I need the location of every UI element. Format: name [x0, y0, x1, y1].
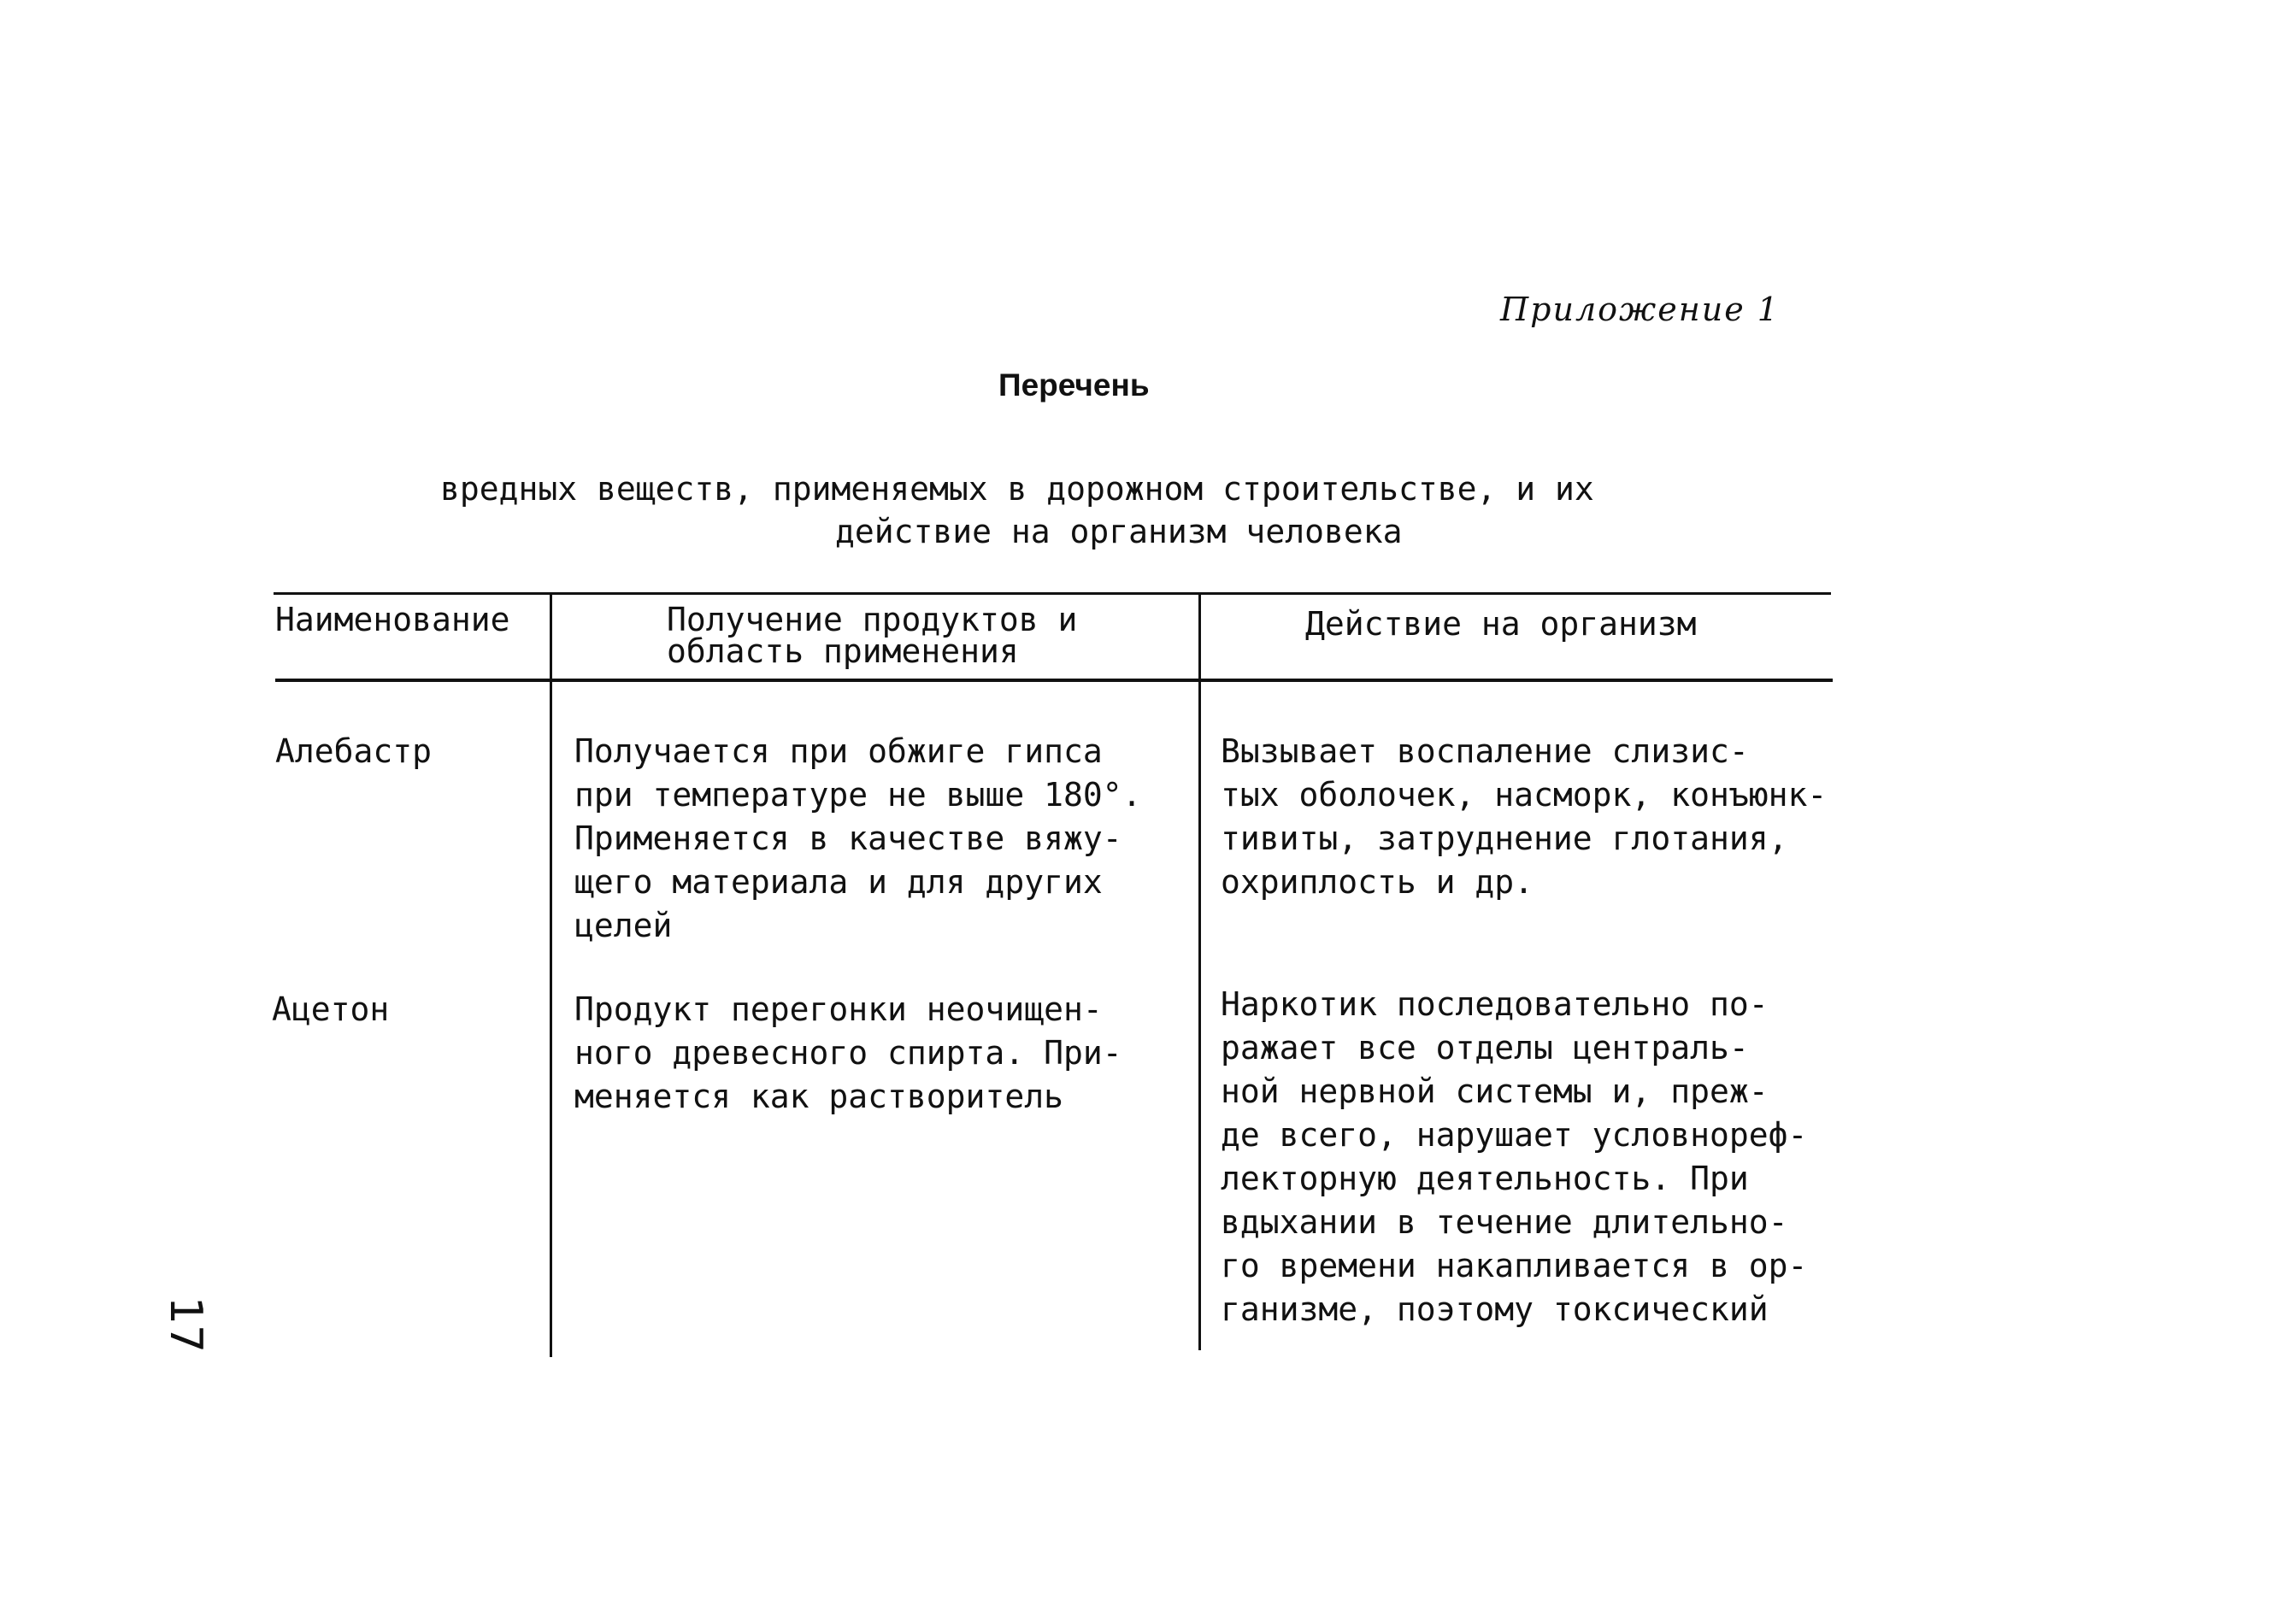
column-header-effect: Действие на организм — [1305, 605, 1697, 643]
row-production: Получается при обжиге гипса при температуре не выше 180°. Применяется в качестве вяжу- щего материала и для других целей — [574, 732, 1142, 944]
row-name: Ацетон — [272, 990, 390, 1028]
row-production: Продукт перегонки неочищен- ного древесного спирта. При- меняется как растворитель — [574, 990, 1122, 1115]
document-subtitle-line-2: действие на организм человека — [835, 513, 1403, 550]
column-header-name: Наименование — [275, 601, 510, 638]
column-header-production: Получение продуктов и область применения — [667, 601, 1078, 670]
page-number: 17 — [160, 1296, 212, 1354]
table-column-divider-1 — [550, 594, 552, 1357]
document-subtitle-line-1: вредных веществ, применяемых в дорожном строительстве, и их — [440, 470, 1594, 508]
table-header-bottom-rule — [275, 679, 1833, 682]
table-column-divider-2 — [1198, 594, 1201, 1350]
document-title: Перечень — [998, 367, 1150, 403]
appendix-label: Приложение 1 — [1500, 291, 1780, 328]
table-top-rule — [274, 592, 1831, 595]
row-effect: Вызывает воспаление слизис- тых оболочек, насморк, конъюнк- тивиты, затруднение глотания, охриплость и др. — [1221, 732, 1828, 901]
row-name: Алебастр — [275, 732, 433, 770]
row-effect: Наркотик последовательно по- ражает все отделы централь- ной нервной системы и, преж- де всего, нарушает условнореф- лекторную деятельность. При вдыхании в течение длительно- го времени накапливается в ор- ганизме, поэтому токсический — [1221, 985, 1808, 1328]
